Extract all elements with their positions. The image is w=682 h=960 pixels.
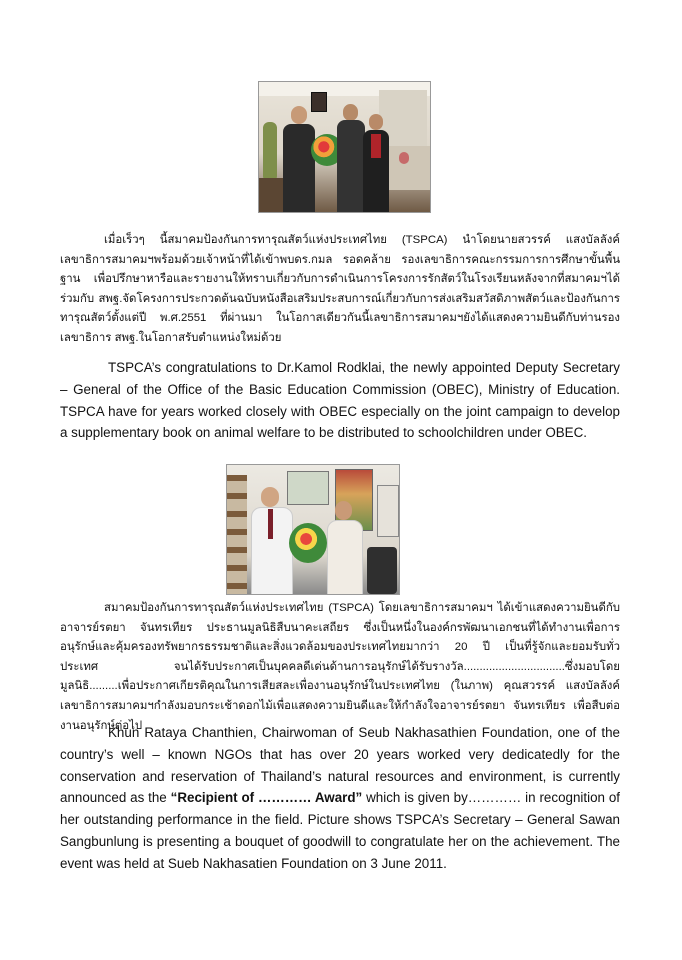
paragraph2-english-part1: Khun Rataya Chanthien, Chairwoman of Seub Nakhasathien Foundation, one of the country’s well – known NGOs that has over 20 years worked very dedicatedly for the conservation and reservation of Thailand’s natural resources and environment, is currently announced as the — [60, 725, 620, 806]
photo-congratulations-rataya — [226, 464, 400, 595]
paragraph2-thai: สมาคมป้องกันการทารุณสัตว์แห่งประเทศไทย (TSPCA) โดยเลขาธิการสมาคมฯ ได้เข้าแสดงความยินดีกับอาจารย์รตยา จันทรเทียร ประธานมูลนิธิสืบนาคะเสถียร ซึ่งเป็นหนึ่งในองค์กรพัฒนาเอกชนที่ได้ทำงานเพื่อการอนุรักษ์และคุ้มครองทรัพยากรธรรมชาติและสิ่งแวดล้อมของประเทศไทยมากว่า 20 ปี เป็นที่รู้จักและยอมรับทั่วประเทศ จนได้รับประกาศเป็นบุคคลดีเด่นด้านการอนุรักษ์ได้รับรางวัล................................ซึ่งมอบโดยมูลนิธิ.........เพื่อประกาศเกียรติคุณในการเสียสละเพื่องานอนุรักษ์ในประเทศไทย (ในภาพ) คุณสวรรค์ แสงบัลลังค์ เลขาธิการสมาคมฯกำลังมอบกระเช้าดอกไม้เพื่อแสดงความยินดีและให้กำลังใจอาจารย์รตยา จันทรเทียร เพื่อสืบต่องานอนุรักษ์ต่อไป — [60, 602, 620, 732]
paragraph2-english — [60, 722, 620, 875]
award-title: “Recipient of ………… Award” — [170, 790, 363, 806]
paragraph1-thai: เมื่อเร็วๆ นี้สมาคมป้องกันการทารุณสัตว์แห่งประเทศไทย (TSPCA) นำโดยนายสวรรค์ แสงบัลลังค์ เลขาธิการสมาคมฯพร้อมด้วยเจ้าหน้าที่ได้เข้าพบดร.กมล รอดคล้าย รองเลขาธิการคณะกรรมการการศึกษาขั้นพื้นฐาน เพื่อปรึกษาหารือและรายงานให้ทราบเกี่ยวกับการดำเนินการโครงการรักสัตว์ในโรงเรียนหลังจากที่สมาคมฯได้ร่วมกับ สพฐ.จัดโครงการประกวดต้นฉบับหนังสือเสริมประสบการณ์เกี่ยวกับการส่งเสริมสวัสดิภาพสัตว์และป้องกันการทารุณสัตว์ตั้งแต่ปี พ.ศ.2551 ที่ผ่านมา ในโอกาสเดียวกันนี้เลขาธิการสมาคมฯยังได้แสดงความยินดีกับท่านรองเลขาธิการ สพฐ.ในโอกาสรับตำแหน่งใหม่ด้วย — [60, 234, 620, 344]
paragraph1-english: TSPCA’s congratulations to Dr.Kamol Rodklai, the newly appointed Deputy Secretary – General of the Office of the Basic Education Commission (OBEC), Ministry of Education. TSPCA have for years worked closely with OBEC especially on the joint campaign to develop a supplementary book on animal welfare to be distributed to schoolchildren under OBEC. — [60, 360, 620, 441]
photo-meeting-obec — [258, 81, 431, 213]
paragraph2-english-part2: which is given by………… in recognition of her outstanding performance in the field. Picture shows TSPCA’s Secretary – General Sawan Sangbunlung is presenting a bouquet of goodwill to congratulate her on the achievement. The event was held at Sueb Nakhasatien Foundation on 3 June 2011. — [60, 790, 621, 871]
